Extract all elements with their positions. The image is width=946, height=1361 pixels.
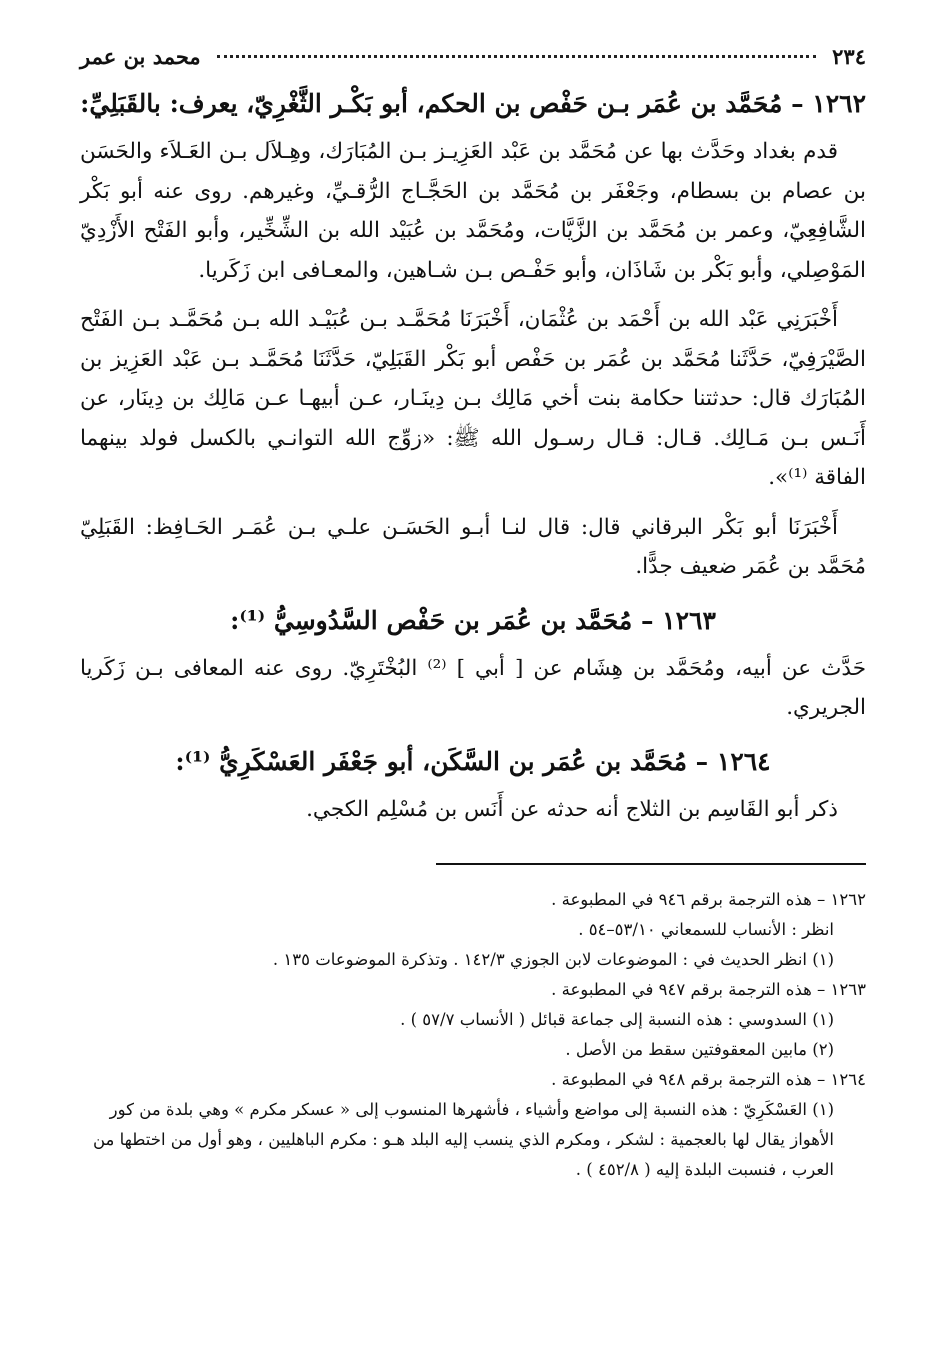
entry-1263-title: ١٢٦٣ – مُحَمَّد بن عُمَر بن حَفْص السَّدُوسِيُّ ⁽¹⁾: <box>230 605 716 635</box>
entry-1262-title: ١٢٦٢ – مُحَمَّد بن عُمَر بـن حَفْص بن الحكم، أبو بَكْـر الثَّغْرِيّ، يعرف: بالقَبَلِيِّ: <box>80 89 866 118</box>
footnote-separator <box>436 863 866 865</box>
footnote-line: انظر : الأنساب للسمعاني ٥٣/١٠–٥٤ . <box>578 920 834 939</box>
footnote-line: (١) السدوسي : هذه النسبة إلى جماعة قبائل ( الأنساب ٥٧/٧ ) . <box>400 1010 834 1029</box>
entry-1262-paragraph-2: أَخْبَرَنِي عَبْد الله بن أَحْمَد بن عُثْمَان، أَخْبَرَنَا مُحَمَّـد بـن عُبَيْـد الله بـن مُحَمَّـد بـن الفَتْح الصَّيْرَفِيّ، حَدَّثَنا مُحَمَّد بن عُمَر بن حَفْص أبو بَكْر القَبَلِيّ، حَدَّثَنَا مُحَمَّـد بـن عَبْد العَزِيز بن المُبَارَك قال: حدثتنا حكامة بنت أخي مَالِك بـن دِينَـار، عـن أبيهـا عـن مَالِك بن دِينَار، عن أَنَـس بـن مَـالِك. قـال: قـال رسـول الله ﷺ: «زوِّج الله التوانـي بالكسل فولد بينهما الفاقة ⁽¹⁾». <box>80 307 866 490</box>
entry-1262-paragraph-1: قدم بغداد وحَدَّث بها عن مُحَمَّد بن عَبْد العَزِيـز بـن المُبَارَك، وهِـلاَل بـن العَـلاَء والحَسَن بن عصام بن بسطام، وجَعْفَر بن مُحَمَّد بن الحَجَّـاج الرُّقـيِّ، وغيرهم. روى عنه أبو بَكْر الشَّافِعِيّ، وعمر بن مُحَمَّد بن الزَّيَّات، ومُحَمَّد بن عُبَيْد الله بن الشِّخِّير، وأبو الفَتْح الأَزْدِيّ المَوْصِلي، وأبو بَكْر بن شَاذَان، وأبو حَفْـص بـن شـاهين، والمعـافى ابن زَكَريا. <box>80 139 866 283</box>
footnotes-section <box>80 885 866 1185</box>
entry-1262-paragraph-3: أَخْبَرَنَا أبو بَكْر البرقاني قال: قال لنـا أبـو الحَسَـن علـي بـن عُمَـر الحَـافِظ: القَبَلِيّ مُحَمَّد بن عُمَر ضعيف جدًّا. <box>80 514 866 579</box>
footnote-line: ١٢٦٣ – هذه الترجمة برقم ٩٤٧ في المطبوعة . <box>551 980 866 999</box>
footnote-line: (١) انظر الحديث في : الموضوعات لابن الجوزي ١٤٢/٣ . وتذكرة الموضوعات ١٣٥ . <box>272 950 834 969</box>
page-number: ٢٣٤ <box>832 44 866 69</box>
running-title: محمد بن عمر <box>80 44 201 69</box>
footnote-line: (١) العَسْكَرِيّ : هذه النسبة إلى مواضع وأشياء ، فأشهرها المنسوب إلى « عسكر مكرم » وهي بلدة من كور الأهواز يقال لها بالعجمية : لشكر ، ومكرم الذي ينسب إليه البلد هـو : مكرم الباهليين ، وهو أول من اختطها من العرب ، فنسبت البلدة إليه ( ٤٥٢/٨ ) . <box>92 1100 834 1179</box>
running-header <box>80 40 866 74</box>
footnote-line: (٢) مابين المعقوفتين سقط من الأصل . <box>565 1040 834 1059</box>
header-leader-dots <box>217 55 816 58</box>
footnote-line: ١٢٦٢ – هذه الترجمة برقم ٩٤٦ في المطبوعة . <box>551 890 866 909</box>
entry-1264-paragraph-1: ذكر أبو القَاسِم بن الثلاج أنه حدثه عن أَنَس بن مُسْلِم الكجي. <box>306 796 838 822</box>
entry-1264-title: ١٢٦٤ – مُحَمَّد بن عُمَر بن السَّكَن، أبو جَعْفَر العَسْكَرِيُّ ⁽¹⁾: <box>175 746 771 776</box>
entry-1263-paragraph-1: حَدَّث عن أبيه، ومُحَمَّد بن هِشَام عن [ أبي ] ⁽²⁾ البُخْتَرِيّ. روى عنه المعافى بـن زَكَريا الجريري. <box>80 655 866 720</box>
footnote-line: ١٢٦٤ – هذه الترجمة برقم ٩٤٨ في المطبوعة . <box>551 1070 866 1089</box>
